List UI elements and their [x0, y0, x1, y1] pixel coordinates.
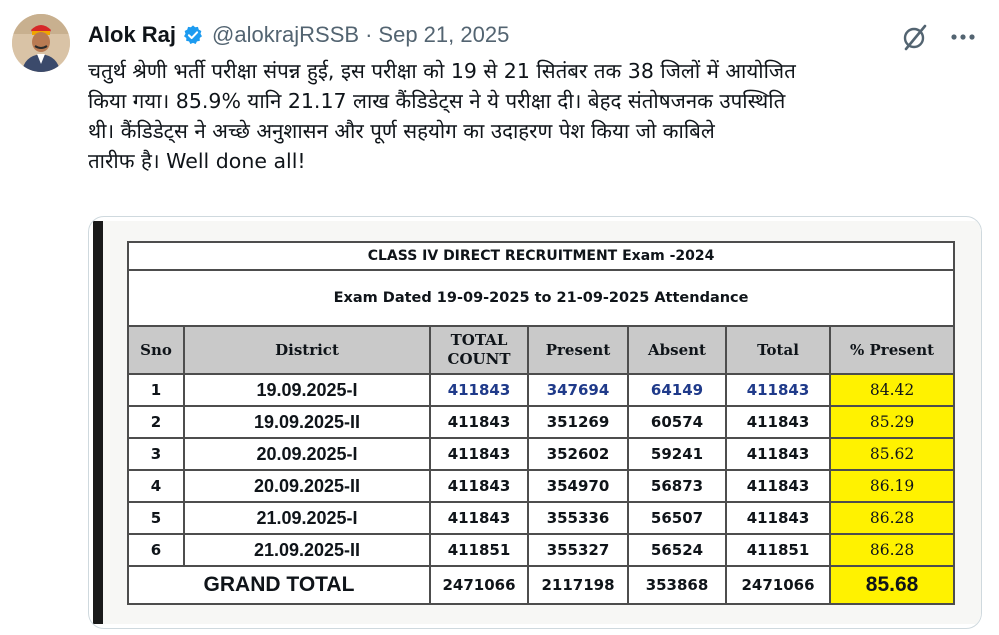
cell-district: 19.09.2025-II	[184, 406, 430, 438]
cell-total-count: 411851	[430, 534, 528, 566]
cell-total: 411843	[726, 374, 830, 406]
cell-district: 21.09.2025-I	[184, 502, 430, 534]
cell-present: 347694	[528, 374, 628, 406]
tweet-text-line: किया गया। 85.9% यानि 21.17 लाख कैंडिडेट्स ने ये परीक्षा दी। बेहद संतोषजनक उपस्थिति	[88, 89, 786, 113]
grand-total-percent: 85.68	[830, 566, 954, 604]
cell-percent-present: 86.19	[830, 470, 954, 502]
col-header-district: District	[184, 326, 430, 374]
grand-total-present: 2117198	[528, 566, 628, 604]
author-handle[interactable]: @alokrajRSSB	[212, 22, 360, 47]
grand-total-label: GRAND TOTAL	[128, 566, 430, 604]
cell-sno: 2	[128, 406, 184, 438]
col-header-total-count: TOTAL COUNT	[430, 326, 528, 374]
cell-absent: 56524	[628, 534, 726, 566]
cell-absent: 56507	[628, 502, 726, 534]
tweet-header	[88, 20, 509, 50]
cell-total-count: 411843	[430, 406, 528, 438]
cell-district: 21.09.2025-II	[184, 534, 430, 566]
col-header-present: Present	[528, 326, 628, 374]
cell-present: 352602	[528, 438, 628, 470]
more-options-icon[interactable]	[948, 24, 978, 50]
table-row	[128, 470, 954, 502]
table-title: CLASS IV DIRECT RECRUITMENT Exam -2024	[128, 242, 954, 270]
grand-total-absent: 353868	[628, 566, 726, 604]
cell-percent-present: 85.29	[830, 406, 954, 438]
cell-present: 355327	[528, 534, 628, 566]
cell-percent-present: 84.42	[830, 374, 954, 406]
cell-absent: 64149	[628, 374, 726, 406]
cell-total-count: 411843	[430, 470, 528, 502]
table-row	[128, 534, 954, 566]
attendance-table	[127, 241, 955, 605]
cell-percent-present: 85.62	[830, 438, 954, 470]
cell-sno: 5	[128, 502, 184, 534]
col-header-total: Total	[726, 326, 830, 374]
attendance-table-photo	[93, 221, 982, 624]
table-row	[128, 374, 954, 406]
tweet-date[interactable]: Sep 21, 2025	[378, 22, 510, 47]
tweet-text-line: चतुर्थ श्रेणी भर्ती परीक्षा संपन्न हुई, इस परीक्षा को 19 से 21 सितंबर तक 38 जिलों में आयोजित	[88, 59, 796, 83]
grok-icon[interactable]	[900, 22, 930, 52]
cell-district: 19.09.2025-I	[184, 374, 430, 406]
table-subtitle: Exam Dated 19-09-2025 to 21-09-2025 Attendance	[128, 270, 954, 326]
tweet-text-line: तारीफ है। Well done all!	[88, 149, 306, 173]
table-row	[128, 406, 954, 438]
verified-badge-icon	[182, 24, 204, 46]
col-header-sno: Sno	[128, 326, 184, 374]
cell-sno: 3	[128, 438, 184, 470]
cell-percent-present: 86.28	[830, 502, 954, 534]
grand-total-row	[128, 566, 954, 604]
cell-present: 355336	[528, 502, 628, 534]
cell-total: 411843	[726, 438, 830, 470]
grand-total-count: 2471066	[430, 566, 528, 604]
cell-present: 354970	[528, 470, 628, 502]
tweet-text-line: थी। कैंडिडेट्स ने अच्छे अनुशासन और पूर्ण सहयोग का उदाहरण पेश किया जो काबिले	[88, 119, 715, 143]
cell-total: 411851	[726, 534, 830, 566]
table-row	[128, 502, 954, 534]
cell-absent: 59241	[628, 438, 726, 470]
cell-percent-present: 86.28	[830, 534, 954, 566]
cell-total-count: 411843	[430, 374, 528, 406]
cell-total: 411843	[726, 406, 830, 438]
header-separator: ·	[365, 22, 373, 47]
tweet-media-image[interactable]	[88, 216, 982, 629]
table-row	[128, 438, 954, 470]
grand-total-total: 2471066	[726, 566, 830, 604]
col-header-percent-present: % Present	[830, 326, 954, 374]
cell-total-count: 411843	[430, 438, 528, 470]
cell-total: 411843	[726, 470, 830, 502]
avatar-photo-icon	[12, 14, 70, 72]
cell-district: 20.09.2025-II	[184, 470, 430, 502]
cell-present: 351269	[528, 406, 628, 438]
author-name[interactable]: Alok Raj	[88, 22, 177, 47]
cell-sno: 4	[128, 470, 184, 502]
cell-absent: 56873	[628, 470, 726, 502]
cell-sno: 6	[128, 534, 184, 566]
cell-sno: 1	[128, 374, 184, 406]
cell-total-count: 411843	[430, 502, 528, 534]
tweet-text	[88, 56, 978, 176]
cell-absent: 60574	[628, 406, 726, 438]
col-header-absent: Absent	[628, 326, 726, 374]
avatar[interactable]	[12, 14, 70, 72]
cell-district: 20.09.2025-I	[184, 438, 430, 470]
cell-total: 411843	[726, 502, 830, 534]
